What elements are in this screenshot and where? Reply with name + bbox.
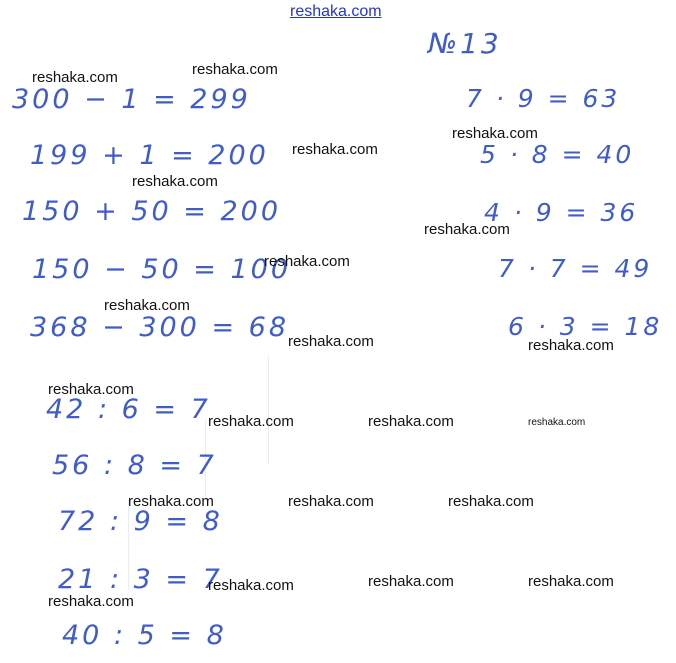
watermark: reshaka.com: [368, 573, 454, 590]
equation-left-7: 56 : 8 = 7: [52, 450, 217, 481]
equation-left-4: 150 − 50 = 100: [32, 254, 292, 285]
watermark: reshaka.com: [288, 333, 374, 350]
watermark: reshaka.com: [292, 141, 378, 158]
watermark: reshaka.com: [264, 253, 350, 270]
equation-left-3: 150 + 50 = 200: [22, 196, 282, 227]
watermark: reshaka.com: [104, 297, 190, 314]
watermark: reshaka.com: [528, 417, 586, 428]
watermark: reshaka.com: [424, 221, 510, 238]
equation-left-8: 72 : 9 = 8: [58, 506, 223, 537]
equation-right-1: 7 · 9 = 63: [466, 84, 621, 113]
watermark: reshaka.com: [48, 381, 134, 398]
equation-left-9: 21 : 3 = 7: [58, 564, 223, 595]
problem-number: №13: [428, 27, 502, 60]
watermark: reshaka.com: [192, 61, 278, 78]
equation-right-3: 4 · 9 = 36: [484, 198, 639, 227]
scan-artifact: [268, 355, 269, 465]
equation-left-2: 199 + 1 = 200: [30, 140, 269, 171]
watermark: reshaka.com: [32, 69, 118, 86]
watermark: reshaka.com: [132, 173, 218, 190]
equation-right-2: 5 · 8 = 40: [480, 140, 635, 169]
header-link[interactable]: reshaka.com: [290, 3, 382, 20]
equation-right-5: 6 · 3 = 18: [508, 312, 663, 341]
equation-right-4: 7 · 7 = 49: [498, 254, 653, 283]
watermark: reshaka.com: [528, 573, 614, 590]
watermark: reshaka.com: [128, 493, 214, 510]
watermark: reshaka.com: [368, 413, 454, 430]
equation-left-10: 40 : 5 = 8: [62, 620, 227, 651]
equation-left-5: 368 − 300 = 68: [30, 312, 290, 343]
watermark: reshaka.com: [528, 337, 614, 354]
watermark: reshaka.com: [448, 493, 534, 510]
watermark: reshaka.com: [208, 413, 294, 430]
equation-left-6: 42 : 6 = 7: [46, 394, 211, 425]
watermark: reshaka.com: [48, 593, 134, 610]
watermark: reshaka.com: [288, 493, 374, 510]
equation-left-1: 300 − 1 = 299: [12, 84, 251, 115]
watermark: reshaka.com: [452, 125, 538, 142]
watermark: reshaka.com: [208, 577, 294, 594]
